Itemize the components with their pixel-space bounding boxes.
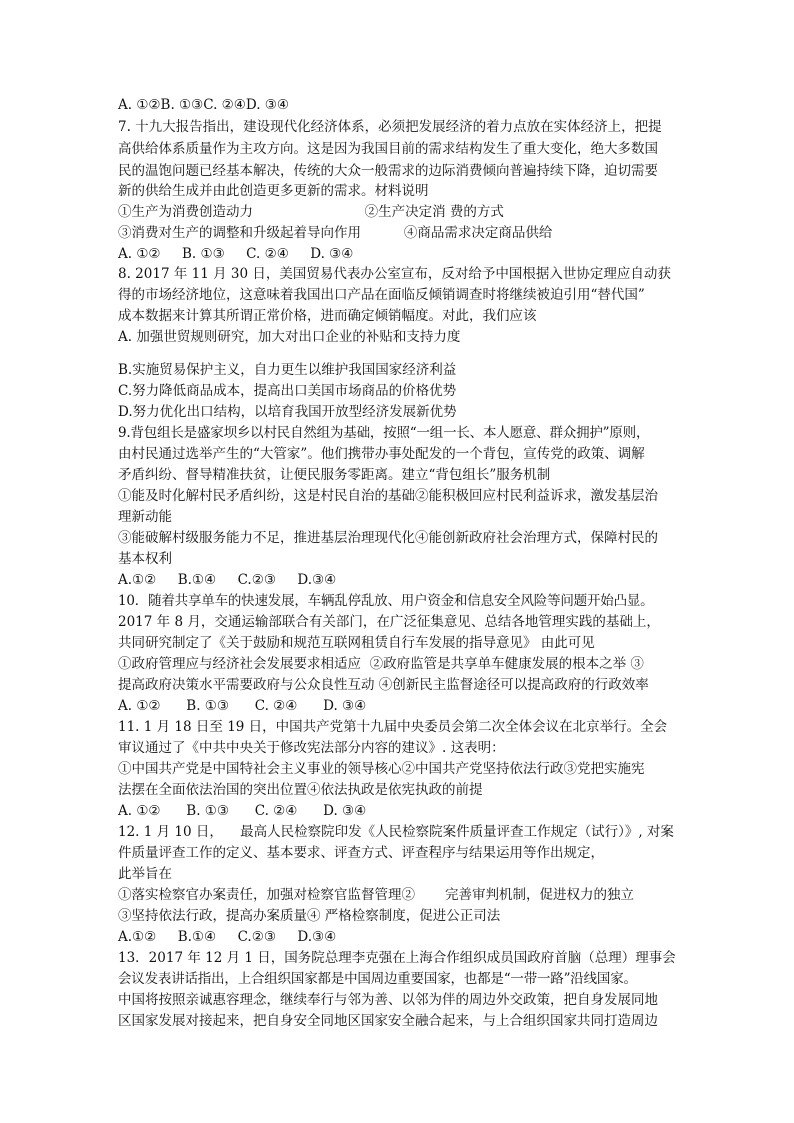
- q12-choices-line-2: ③坚持依法行政，提高办案质量④ 严格检察制度，促进公正司法: [118, 908, 501, 924]
- q13-stem-line-2: 会议发表讲话指出，上合组织国家都是中国周边重要国家，也都是“一带一路”沿线国家。: [118, 971, 637, 987]
- q9-stem-line-3: 矛盾纠纷、督导精准扶贫，让便民服务零距离。建立“背包组长”服务机制: [118, 467, 551, 483]
- q11-choices-line-1: ①中国共产党是中国特社会主义事业的领导核心②中国共产党坚持依法行政③党把实施宪: [118, 761, 645, 777]
- q13-stem-line-4: 区国家发展对接起来，把自身安全同地区国家安全融合起来，与上合组织国家共同打造周边: [118, 1013, 658, 1029]
- q10-options: A. ①② B. ①③ C. ②④ D. ③④: [118, 698, 367, 714]
- q9-choices-line-4: 基本权利: [118, 551, 172, 567]
- q12-stem-line-1: 12. 1 月 10 日， 最高人民检察院印发《人民检察院案件质量评查工作规定（试行）》, 对案: [118, 824, 674, 840]
- q9-choices-line-1: ①能及时化解村民矛盾纠纷，这是村民自治的基础②能积极回应村民利益诉求，激发基层治: [118, 488, 658, 504]
- q13-stem-line-3: 中国将按照亲诚惠容理念，继续奉行与邻为善、以邻为伴的周边外交政策，把自身发展同地: [118, 992, 658, 1008]
- q7-choices-line-1: ①生产为消费创造动力 ②生产决定消 费的方式: [118, 204, 504, 220]
- q12-options: A.①② B.①④ C.②③ D.③④: [118, 929, 337, 945]
- q7-stem-line-4: 新的供给生成并由此创造更多更新的需求。材料说明: [118, 183, 429, 199]
- q11-stem-line-1: 11. 1 月 18 日至 19 日，中国共产党第十九届中央委员会第二次全体会议在北京举行。全会: [118, 719, 668, 735]
- q12-stem-line-3: 此举旨在: [118, 866, 172, 882]
- q9-stem-line-1: 9.背包组长是盛家坝乡以村民自然组为基础，按照“一组一长、本人愿意、群众拥护”原则，: [118, 425, 650, 441]
- q7-choices-line-2: ③消费对生产的调整和升级起着导向作用 ④商品需求决定商品供给: [118, 225, 553, 241]
- q13-stem-line-1: 13．2017 年 12 月 1 日，国务院总理李克强在上海合作组织成员国政府首脑（总理）理事会: [118, 950, 676, 966]
- q8-option-a: A. 加强世贸规则研究，加大对出口企业的补贴和支持力度: [118, 329, 461, 345]
- q7-stem-line-3: 民的温饱问题已经基本解决，传统的大众一般需求的边际消费倾向普遍持续下降，迫切需要: [118, 163, 658, 179]
- q12-stem-line-2: 件质量评查工作的定义、基本要求、评查方式、评查程序与结果运用等作出规定，: [118, 845, 604, 861]
- q12-choices-line-1: ①落实检察官办案责任，加强对检察官监督管理② 完善审判机制，促进权力的独立: [118, 887, 635, 903]
- q9-stem-line-2: 由村民通过选举产生的“大管家”。他们携带办事处配发的一个背包，宣传党的政策、调解: [118, 446, 645, 462]
- q8-stem-line-2: 得的市场经济地位，这意味着我国出口产品在面临反倾销调查时将继续被迫引用“替代国”: [118, 287, 645, 303]
- q8-option-c: C.努力降低商品成本，提高出口美国市场商品的价格优势: [118, 383, 457, 399]
- q7-options: A. ①② B. ①③ C. ②④ D. ③④: [118, 246, 354, 262]
- q10-stem-line-2: 2017 年 8 月，交通运输部联合有关部门，在广泛征集意见、总结各地管理实践的基础上，: [118, 614, 660, 630]
- q9-choices-line-2: 理新动能: [118, 509, 172, 525]
- q7-stem-line-1: 7. 十九大报告指出，建设现代化经济体系，必须把发展经济的着力点放在实体经济上，把提: [118, 119, 662, 135]
- q10-choices-line-2: 提高政府决策水平需要政府与公众良性互动 ④创新民主监督途径可以提高政府的行政效率: [118, 677, 649, 693]
- q9-choices-line-3: ③能破解村级服务能力不足，推进基层治理现代化④能创新政府社会治理方式，保障村民的: [118, 530, 658, 546]
- q10-stem-line-1: 10．随着共享单车的快速发展，车辆乱停乱放、用户资金和信息安全风险等问题开始凸显。: [118, 593, 654, 609]
- q10-choices-line-1: ①政府管理应与经济社会发展要求相适应 ②政府监管是共享单车健康发展的根本之举 ③: [118, 656, 644, 672]
- q8-stem-line-3: 成本数据来计算其所谓正常价格，进而确定倾销幅度。对此，我们应该: [118, 308, 537, 324]
- q11-options: A. ①② B. ①③ C. ②④ D. ③④: [118, 803, 367, 819]
- q8-option-b: B.实施贸易保护主义，自力更生以维护我国国家经济利益: [118, 362, 457, 378]
- q10-stem-line-3: 共同研究制定了《关于鼓励和规范互联网租赁自行车发展的指导意见》 由此可见: [118, 635, 595, 651]
- q6-options: A. ①②B. ①③C. ②④D. ③④: [118, 97, 290, 113]
- q7-stem-line-2: 高供给体系质量作为主攻方向。这是因为我国目前的需求结构发生了重大变化，绝大多数国: [118, 141, 658, 157]
- q11-choices-line-2: 法摆在全面依法治国的突出位置④依法执政是依宪执政的前提: [118, 782, 483, 798]
- q8-option-d: D.努力优化出口结构，以培育我国开放型经济发展新优势: [118, 404, 457, 420]
- q9-options: A.①② B.①④ C.②③ D.③④: [118, 572, 337, 588]
- q11-stem-line-2: 审议通过了《中共中央关于修改宪法部分内容的建议》. 这表明：: [118, 740, 505, 756]
- q8-stem-line-1: 8. 2017 年 11 月 30 日，美国贸易代表办公室宣布，反对给予中国根据入世协定理应自动获: [118, 266, 671, 282]
